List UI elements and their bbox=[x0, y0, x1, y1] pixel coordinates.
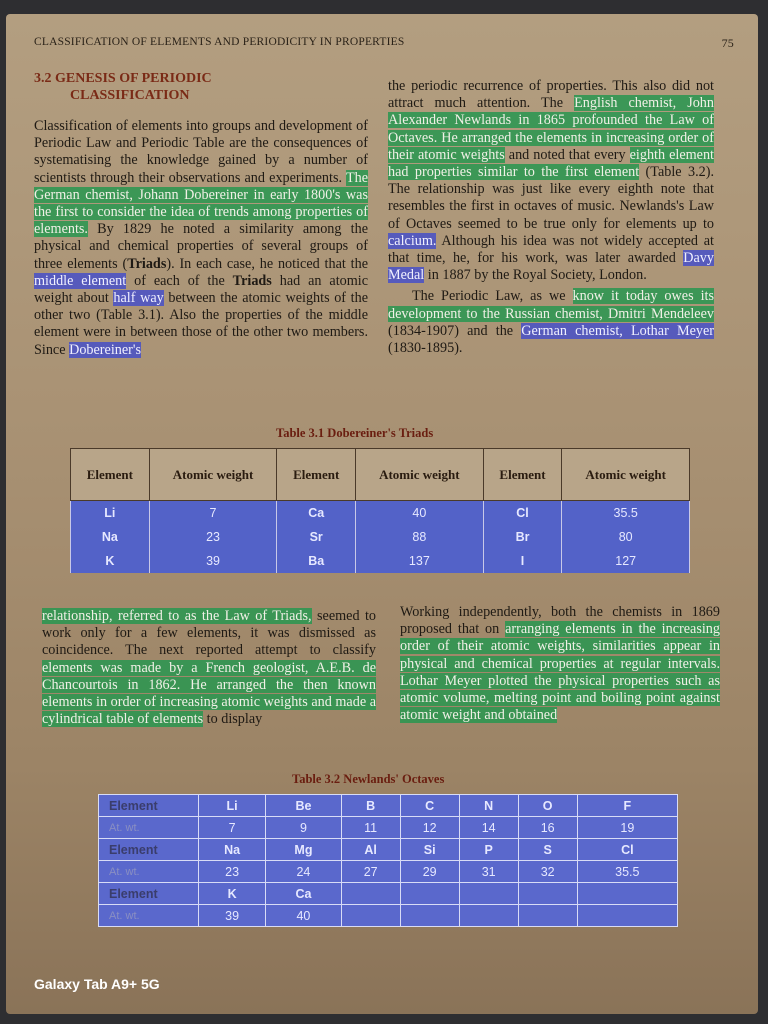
cell: 7 bbox=[149, 501, 277, 525]
empty-cell bbox=[459, 905, 518, 927]
cell: 23 bbox=[199, 861, 266, 883]
cell: Si bbox=[400, 839, 459, 861]
cell: Na bbox=[199, 839, 266, 861]
cell: Cl bbox=[483, 501, 562, 525]
cell: 39 bbox=[199, 905, 266, 927]
text: and noted that every bbox=[504, 146, 630, 163]
header-cell: Atomic weight bbox=[149, 449, 277, 501]
cell: 80 bbox=[562, 525, 690, 549]
highlight: German chemist, Lothar Meyer bbox=[521, 322, 714, 339]
cell: Li bbox=[71, 501, 150, 525]
cell: Al bbox=[341, 839, 400, 861]
highlight: elements was made by a French geologist, A.E.B. de Chancourtois in 1862. He arranged the then known elements in order of increasing atomic weights and made a cylindrical table of elements bbox=[42, 659, 376, 728]
cell: Ba bbox=[277, 549, 356, 573]
highlight: middle element bbox=[34, 272, 127, 289]
text: between the atomic weights of the other two (Table 3.1). Also the properties of the middle element were in between those of the other two members. Since bbox=[34, 290, 368, 358]
paragraph bbox=[388, 288, 714, 357]
cell: P bbox=[459, 839, 518, 861]
table-row bbox=[99, 839, 678, 861]
text: to display bbox=[203, 711, 263, 728]
cell: Br bbox=[483, 525, 562, 549]
right-column-bottom bbox=[400, 604, 720, 724]
cell: 11 bbox=[341, 817, 400, 839]
empty-cell bbox=[577, 883, 677, 905]
left-column-top bbox=[34, 118, 368, 359]
cell: 32 bbox=[518, 861, 577, 883]
cell: 35.5 bbox=[577, 861, 677, 883]
table-row bbox=[99, 795, 678, 817]
cell: Be bbox=[266, 795, 341, 817]
table-header-row bbox=[71, 449, 690, 501]
text: Although his idea was not widely accepted at that time, he, for his work, was later awarded bbox=[388, 232, 714, 267]
table-row bbox=[99, 817, 678, 839]
bold-term: Triads bbox=[127, 255, 167, 272]
left-column-bottom bbox=[42, 608, 376, 728]
header-cell: Element bbox=[277, 449, 356, 501]
cell: K bbox=[71, 549, 150, 573]
empty-cell bbox=[400, 905, 459, 927]
table-row bbox=[99, 883, 678, 905]
highlight: eighth element had properties similar to the first element bbox=[388, 146, 714, 181]
text: ). In each case, he noticed that the bbox=[166, 255, 368, 272]
cell: Ca bbox=[277, 501, 356, 525]
table-row bbox=[71, 501, 690, 525]
highlight: Dobereiner's bbox=[69, 341, 141, 358]
cell: K bbox=[199, 883, 266, 905]
cell: 137 bbox=[356, 549, 484, 573]
text: had an atomic weight about bbox=[34, 272, 369, 307]
row-label: Element bbox=[99, 795, 199, 817]
highlight: calcium. bbox=[388, 232, 437, 249]
table2-caption: Table 3.2 Newlands' Octaves bbox=[292, 772, 445, 786]
highlight: English chemist, John Alexander Newlands in 1865 profounded the Law of Octaves. He arranged the elements in increasing order of their atomic weights bbox=[388, 95, 714, 163]
section-title bbox=[34, 70, 364, 104]
text: (1834-1907) and the bbox=[388, 322, 522, 339]
dobereiner-triads-table bbox=[70, 448, 690, 573]
cell: 14 bbox=[459, 817, 518, 839]
empty-cell bbox=[341, 905, 400, 927]
cell: S bbox=[518, 839, 577, 861]
cell: 19 bbox=[577, 817, 677, 839]
cell: 35.5 bbox=[562, 501, 690, 525]
row-label: Element bbox=[99, 883, 199, 905]
device-watermark: Galaxy Tab A9+ 5G bbox=[34, 976, 160, 992]
cell: O bbox=[518, 795, 577, 817]
cell: C bbox=[400, 795, 459, 817]
cell: 24 bbox=[266, 861, 341, 883]
cell: 9 bbox=[266, 817, 341, 839]
cell: Mg bbox=[266, 839, 341, 861]
cell: 29 bbox=[400, 861, 459, 883]
right-column-top bbox=[388, 78, 714, 357]
highlight: Davy Medal bbox=[388, 250, 714, 284]
cell: 127 bbox=[562, 549, 690, 573]
table-row bbox=[71, 525, 690, 549]
cell: I bbox=[483, 549, 562, 573]
table-row bbox=[71, 549, 690, 573]
running-title: CLASSIFICATION OF ELEMENTS AND PERIODICITY IN PROPERTIES bbox=[34, 36, 405, 48]
row-label: At. wt. bbox=[99, 905, 199, 927]
highlight: half way bbox=[113, 290, 164, 307]
bold-term: Triads bbox=[232, 272, 272, 289]
header-cell: Element bbox=[483, 449, 562, 501]
text: the periodic recurrence of properties. This also did not attract much attention. The bbox=[388, 78, 714, 112]
header-cell: Element bbox=[71, 449, 150, 501]
cell: 40 bbox=[356, 501, 484, 525]
highlight: arranging elements in the increasing order of their atomic weights, similarities appear in physical and chemical properties at regular intervals. Lothar Meyer plotted the physical properties such as atomic volume, melting point and boiling point against atomic weight and obtained bbox=[400, 621, 720, 724]
cell: 31 bbox=[459, 861, 518, 883]
cell: Sr bbox=[277, 525, 356, 549]
cell: 40 bbox=[266, 905, 341, 927]
table-row bbox=[99, 861, 678, 883]
cell: Ca bbox=[266, 883, 341, 905]
header-cell: Atomic weight bbox=[356, 449, 484, 501]
empty-cell bbox=[400, 883, 459, 905]
text: of each of the bbox=[126, 272, 233, 289]
cell: 12 bbox=[400, 817, 459, 839]
cell: 23 bbox=[149, 525, 277, 549]
highlight: know it today owes its development to the Russian chemist, Dmitri Mendeleev bbox=[388, 288, 714, 322]
row-label: At. wt. bbox=[99, 817, 199, 839]
textbook-page bbox=[6, 14, 758, 1014]
empty-cell bbox=[518, 883, 577, 905]
cell: B bbox=[341, 795, 400, 817]
empty-cell bbox=[518, 905, 577, 927]
newlands-octaves-table bbox=[98, 794, 678, 927]
header-cell: Atomic weight bbox=[562, 449, 690, 501]
highlight: relationship, referred to as the Law of Triads, bbox=[42, 608, 312, 624]
cell: F bbox=[577, 795, 677, 817]
cell: 7 bbox=[199, 817, 266, 839]
text: (1830-1895). bbox=[388, 340, 463, 357]
cell: N bbox=[459, 795, 518, 817]
row-label: Element bbox=[99, 839, 199, 861]
table-row bbox=[99, 905, 678, 927]
page-number: 75 bbox=[721, 36, 734, 50]
cell: 39 bbox=[149, 549, 277, 573]
cell: Li bbox=[199, 795, 266, 817]
text: The Periodic Law, as we bbox=[412, 288, 573, 305]
empty-cell bbox=[341, 883, 400, 905]
empty-cell bbox=[459, 883, 518, 905]
row-label: At. wt. bbox=[99, 861, 199, 883]
section-title-line2: CLASSIFICATION bbox=[70, 88, 190, 103]
section-title-line1: 3.2 GENESIS OF PERIODIC bbox=[34, 71, 212, 86]
cell: Cl bbox=[577, 839, 677, 861]
text: Classification of elements into groups and development of Periodic Law and Periodic Table are the consequences of systematising the knowledge gained by a number of scientists through their observations and experiments. bbox=[34, 118, 368, 186]
table1-caption: Table 3.1 Dobereiner's Triads bbox=[276, 426, 434, 440]
cell: 16 bbox=[518, 817, 577, 839]
empty-cell bbox=[577, 905, 677, 927]
text: in 1887 by the Royal Society, London. bbox=[424, 267, 647, 284]
cell: Na bbox=[71, 525, 150, 549]
text: seemed to work only for a few elements, it was dismissed as coincidence. The next reported attempt to classify bbox=[42, 608, 376, 659]
running-header bbox=[34, 36, 734, 48]
text: By 1829 he noted a similarity among the physical and chemical properties of several groups of three elements ( bbox=[34, 221, 368, 272]
cell: 27 bbox=[341, 861, 400, 883]
highlight: The German chemist, Johann Dobereiner in early 1800's was the first to consider the idea of trends among properties of elements. bbox=[34, 169, 368, 238]
text: Working independently, both the chemists in 1869 proposed that on bbox=[400, 604, 720, 638]
cell: 88 bbox=[356, 525, 484, 549]
text: (Table 3.2). The relationship was just like every eighth note that resembles the first in octaves of music. Newlands's Law of Octaves seemed to be true only for elements up to bbox=[388, 164, 714, 232]
